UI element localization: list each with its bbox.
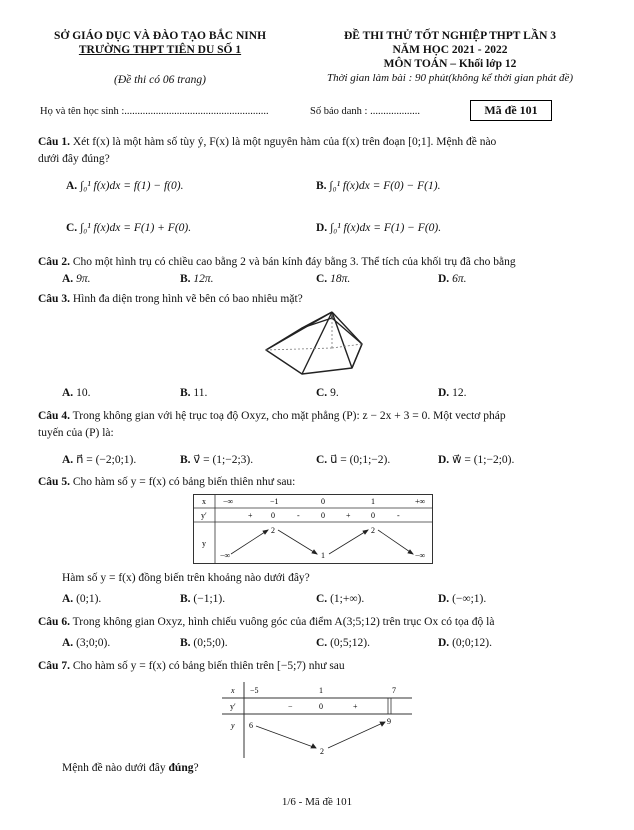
option-letter: C. xyxy=(316,593,328,605)
option-letter: C. xyxy=(316,637,328,649)
q1-option-d[interactable] xyxy=(316,222,441,234)
t5-yp-4: + xyxy=(346,511,351,520)
page-footer: 1/6 - Mã đề 101 xyxy=(281,796,353,808)
option-text: u⃗ = (0;1;−2). xyxy=(330,454,391,466)
school-year: NĂM HỌC 2021 - 2022 xyxy=(392,44,508,56)
option-letter: C. xyxy=(66,222,78,234)
option-letter: B. xyxy=(180,387,191,399)
t5-y-label: y xyxy=(202,539,206,548)
q1-option-c[interactable] xyxy=(66,222,191,234)
option-text: (0;0;12). xyxy=(452,637,492,649)
question-1 xyxy=(38,134,608,168)
question-text: Cho một hình trụ có chiều cao bằng 2 và bán kính đáy bằng 3. Thể tích của khối trụ đã cho bằng xyxy=(72,256,516,268)
question-2 xyxy=(38,254,608,271)
polyhedron-figure xyxy=(258,306,378,378)
question-number: Câu 4. xyxy=(38,410,70,422)
question-number: Câu 7. xyxy=(38,660,70,672)
subject: MÔN TOÁN – Khối lớp 12 xyxy=(383,58,517,70)
option-letter: A. xyxy=(62,454,74,466)
q6-option-c[interactable] xyxy=(316,637,370,649)
exam-code-box: Mã đề 101 xyxy=(470,100,552,121)
school-name: TRƯỜNG THPT TIÊN DU SỐ 1 xyxy=(78,44,242,56)
t5-x-2: 0 xyxy=(321,497,325,506)
option-text: 9π. xyxy=(76,273,91,285)
q6-option-a[interactable] xyxy=(62,637,110,649)
option-text: 10. xyxy=(76,387,91,399)
option-letter: B. xyxy=(180,454,191,466)
t5-y-1: 2 xyxy=(271,526,275,535)
option-text: (−1;1). xyxy=(193,593,226,605)
t5-yp-1: 0 xyxy=(271,511,275,520)
option-letter: A. xyxy=(62,637,74,649)
question-number: Câu 6. xyxy=(38,616,70,628)
t5-y-0: −∞ xyxy=(220,551,231,560)
question-text-cont: Hàm số y = f(x) đồng biến trên khoảng nào dưới đây? xyxy=(62,572,310,584)
t5-y-4: −∞ xyxy=(415,551,426,560)
option-letter: C. xyxy=(316,273,328,285)
option-letter: B. xyxy=(180,273,191,285)
option-letter: A. xyxy=(62,593,74,605)
question-text: Trong không gian Oxyz, hình chiếu vuông góc của điểm A(3;5;12) trên trục Ox có tọa độ là xyxy=(72,616,495,628)
exam-title: ĐỀ THI THỬ TỐT NGHIỆP THPT LẦN 3 xyxy=(343,30,557,42)
question-5 xyxy=(38,474,608,491)
option-text: (−∞;1). xyxy=(452,593,487,605)
option-letter: D. xyxy=(438,273,450,285)
q4-option-c[interactable] xyxy=(316,452,390,466)
question-text: Xét f(x) là một hàm số tùy ý, F(x) là một nguyên hàm của f(x) trên đoạn [0;1]. Mệnh đề nào xyxy=(72,136,497,148)
question-4 xyxy=(38,408,608,442)
t7-yp-label: y′ xyxy=(230,702,236,711)
t5-yp-0: + xyxy=(248,511,253,520)
variation-table-q5 xyxy=(193,494,433,564)
option-text: n⃗ = (−2;0;1). xyxy=(76,454,137,466)
question-text: Hình đa diện trong hình vẽ bên có bao nhiêu mặt? xyxy=(72,293,303,305)
q1-option-a[interactable] xyxy=(66,180,183,192)
option-text: ∫₀¹ f(x)dx = F(0) − F(1). xyxy=(329,180,441,192)
t7-x-label: x xyxy=(231,686,235,695)
time-note: Thời gian làm bài : 90 phút(không kể thời gian phát đề) xyxy=(326,72,574,84)
option-letter: C. xyxy=(316,387,328,399)
t5-y-3: 2 xyxy=(371,526,375,535)
question-6 xyxy=(38,614,608,631)
t5-x-4: +∞ xyxy=(415,497,426,506)
option-text: (0;5;0). xyxy=(193,637,228,649)
question-text-cont: dưới đây đúng? xyxy=(38,153,110,165)
question-text: Trong không gian với hệ trục toạ độ Oxyz, cho mặt phẳng (P): z − 2x + 3 = 0. Một vectơ pháp xyxy=(72,410,506,422)
t7-x-1: 1 xyxy=(319,686,323,695)
t5-x-0: −∞ xyxy=(223,497,234,506)
option-letter: B. xyxy=(316,180,327,192)
option-text: 12. xyxy=(452,387,467,399)
t7-y-1: 2 xyxy=(320,747,324,756)
q3-option-a[interactable] xyxy=(62,387,90,399)
q5-option-b[interactable] xyxy=(180,593,225,605)
option-letter: A. xyxy=(62,273,74,285)
student-id-label: Số báo danh : ................... xyxy=(310,106,420,117)
t5-yp-3: 0 xyxy=(321,511,325,520)
option-letter: A. xyxy=(66,180,78,192)
option-text: (0;1). xyxy=(76,593,102,605)
t7-y-label: y xyxy=(231,721,235,730)
school-department: SỞ GIÁO DỤC VÀ ĐÀO TẠO BẮC NINH xyxy=(53,30,267,42)
option-text: (0;5;12). xyxy=(330,637,370,649)
t5-x-label: x xyxy=(202,497,206,506)
question-7 xyxy=(38,658,608,675)
question-text-cont: tuyến của (P) là: xyxy=(38,427,114,439)
option-letter: A. xyxy=(62,387,74,399)
q2-option-c[interactable] xyxy=(316,273,350,285)
q1-option-b[interactable] xyxy=(316,180,440,192)
t5-yp-label: y′ xyxy=(201,511,207,520)
option-letter: C. xyxy=(316,454,328,466)
option-letter: D. xyxy=(438,593,450,605)
option-text: (3;0;0). xyxy=(76,637,111,649)
option-text: 9. xyxy=(330,387,339,399)
question-number: Câu 5. xyxy=(38,476,70,488)
q6-option-b[interactable] xyxy=(180,637,228,649)
q6-option-d[interactable] xyxy=(438,637,492,649)
option-text: 11. xyxy=(193,387,208,399)
t7-yp-0: − xyxy=(288,702,293,711)
t5-yp-6: - xyxy=(397,511,400,520)
question-text-emph: đúng xyxy=(168,762,194,774)
q3-option-d[interactable] xyxy=(438,387,466,399)
q5-option-c[interactable] xyxy=(316,593,364,605)
t5-yp-5: 0 xyxy=(371,511,375,520)
t7-y-2: 9 xyxy=(387,717,391,726)
q4-option-d[interactable] xyxy=(438,452,514,466)
option-text: (1;+∞). xyxy=(330,593,365,605)
option-text: ∫₀¹ f(x)dx = f(1) − f(0). xyxy=(80,180,184,192)
question-number: Câu 3. xyxy=(38,293,70,305)
option-text: v⃗ = (1;−2;3). xyxy=(193,454,254,466)
question-number: Câu 1. xyxy=(38,136,70,148)
option-letter: D. xyxy=(438,637,450,649)
page-count-note: (Đề thi có 06 trang) xyxy=(114,74,206,86)
t5-y-2: 1 xyxy=(321,551,325,560)
option-letter: B. xyxy=(180,593,191,605)
option-letter: D. xyxy=(438,454,450,466)
question-number: Câu 2. xyxy=(38,256,70,268)
t7-yp-2: + xyxy=(353,702,358,711)
q4-option-b[interactable] xyxy=(180,452,253,466)
option-text: 18π. xyxy=(330,273,351,285)
question-5-prompt xyxy=(62,570,632,587)
q2-option-b[interactable] xyxy=(180,273,214,285)
t7-yp-1: 0 xyxy=(319,702,323,711)
option-text: w⃗ = (1;−2;0). xyxy=(452,454,515,466)
option-text: ∫₀¹ f(x)dx = F(1) + F(0). xyxy=(80,222,192,234)
t7-y-0: 6 xyxy=(249,721,253,730)
option-letter: D. xyxy=(316,222,328,234)
q3-option-b[interactable] xyxy=(180,387,207,399)
question-text-end: ? xyxy=(193,762,199,774)
option-text: ∫₀¹ f(x)dx = F(1) − F(0). xyxy=(330,222,442,234)
q3-option-c[interactable] xyxy=(316,387,339,399)
q2-option-d[interactable] xyxy=(438,273,466,285)
q5-option-a[interactable] xyxy=(62,593,101,605)
t5-x-1: −1 xyxy=(270,497,279,506)
q5-option-d[interactable] xyxy=(438,593,486,605)
t7-x-0: −5 xyxy=(250,686,259,695)
question-7-prompt xyxy=(62,760,632,777)
t5-x-3: 1 xyxy=(371,497,375,506)
option-letter: D. xyxy=(438,387,450,399)
student-name-label: Họ và tên học sinh :....................................................... xyxy=(40,106,269,117)
t7-x-2: 7 xyxy=(392,686,396,695)
question-text: Cho hàm số y = f(x) có bảng biến thiên như sau: xyxy=(72,476,296,488)
question-text: Cho hàm số y = f(x) có bảng biến thiên trên [−5;7) như sau xyxy=(72,660,345,672)
option-text: 12π. xyxy=(193,273,214,285)
option-text: 6π. xyxy=(452,273,467,285)
q4-option-a[interactable] xyxy=(62,452,136,466)
option-letter: B. xyxy=(180,637,191,649)
variation-table-q7 xyxy=(222,682,412,758)
t5-yp-2: - xyxy=(297,511,300,520)
q2-option-a[interactable] xyxy=(62,273,90,285)
question-text-cont: Mệnh đề nào dưới đây xyxy=(62,762,169,774)
